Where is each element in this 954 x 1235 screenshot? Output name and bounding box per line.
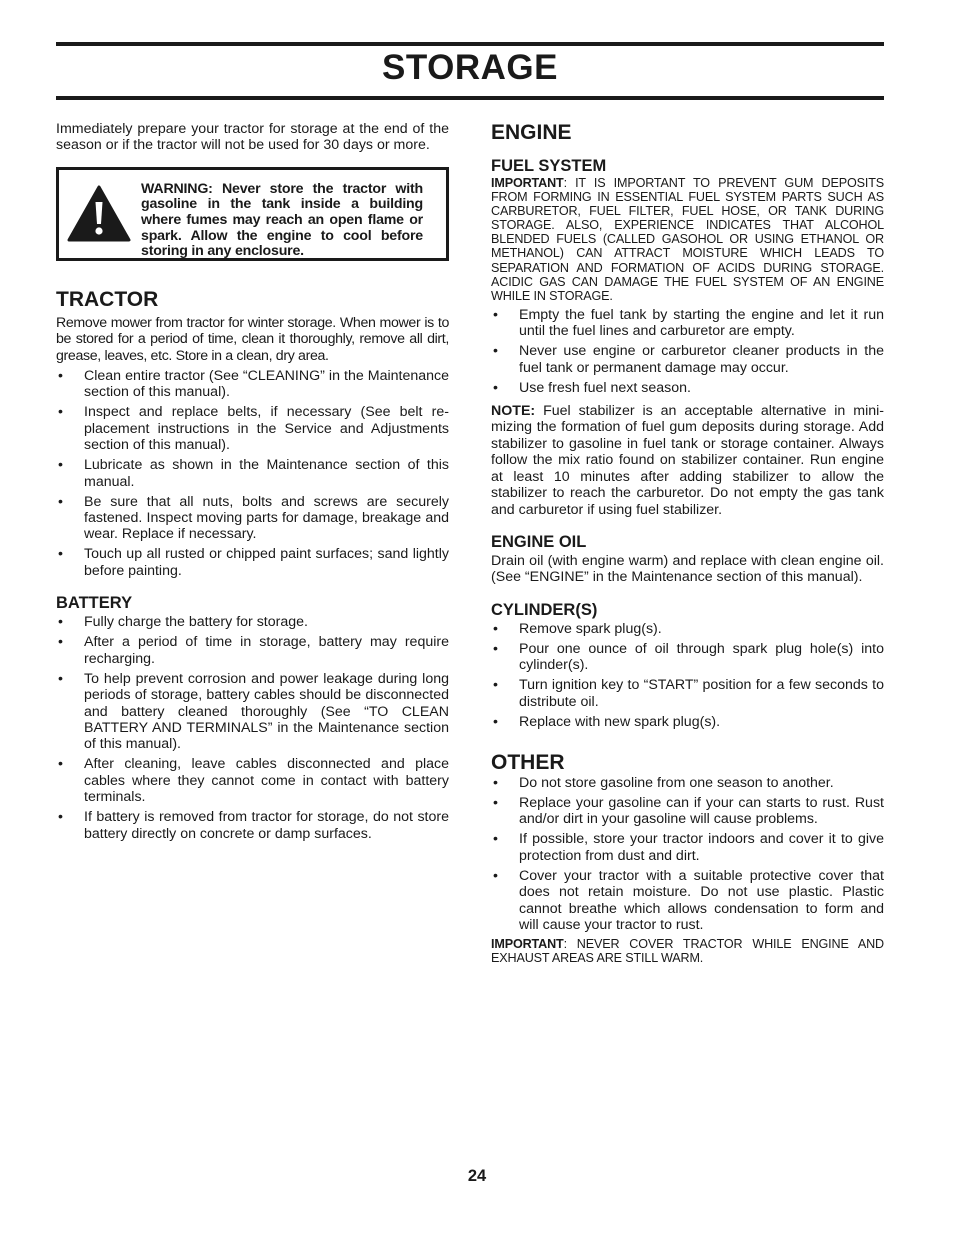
- list-item: • Turn ignition key to “START” position for a few seconds to distribute oil.: [493, 677, 884, 710]
- other-heading: OTHER: [491, 750, 565, 774]
- bullet: •: [493, 867, 498, 884]
- fuel-system-important: IMPORTANT: IT IS IMPORTANT TO PREVENT GUM DEPOSITS FROM FORMING IN ESSENTIAL FUEL SYSTEM PARTS SUCH AS CARBURETOR, FUEL FILTER, FUEL HOSE, OR TANK DURING STORAGE. ALSO, EXPERIENCE INDICATES THAT ALCOHOL BLENDED FUELS (CALLED GASOHOL OR USING ETHANOL OR METHANOL) CAN ATTRACT MOISTURE WHICH LEADS TO SEPARATION AND FORMATION OF ACIDS DURING STORAGE. ACIDIC GAS CAN DAMAGE THE FUEL SYSTEM OF AN ENGINE WHILE IN STORAGE.: [491, 176, 884, 303]
- bullet: •: [493, 677, 498, 694]
- bullet: •: [493, 713, 498, 730]
- tractor-list: [56, 368, 449, 579]
- list-item: • After a period of time in storage, battery may require recharging.: [58, 634, 449, 667]
- battery-heading: BATTERY: [56, 594, 133, 613]
- bullet: •: [58, 634, 63, 651]
- list-item: • Replace your gasoline can if your can starts to rust. Rust and/or dirt in your gasoline will cause problems.: [493, 794, 884, 828]
- cylinders-list: [491, 621, 884, 730]
- bullet: •: [493, 831, 498, 848]
- bullet: •: [58, 404, 63, 421]
- list-item: • Never use engine or carburetor cleaner products in the fuel tank or permanent damage may occur.: [493, 343, 884, 376]
- bullet: •: [493, 640, 498, 657]
- bullet: •: [493, 774, 498, 791]
- cylinders-heading: CYLINDER(S): [491, 600, 598, 619]
- list-item: • Replace with new spark plug(s).: [493, 713, 721, 730]
- list-item: • If battery is removed from tractor for storage, do not store battery directly on concrete or damp surfaces.: [58, 809, 449, 842]
- list-item: • Inspect and replace belts, if necessary (See belt replacement instructions in the Service and Adjustments section of this manual).: [58, 404, 449, 454]
- list-item: • After cleaning, leave cables disconnected and place cables where they cannot come in contact with battery terminals.: [58, 756, 449, 806]
- list-item: • To help prevent corrosion and power leakage during long periods of storage, battery cables should be disconnected and battery cleaned thoroughly (See “TO CLEAN BATTERY AND TERMINALS” in the Maintenance section of this manual).: [58, 670, 449, 753]
- intro-paragraph: Immediately prepare your tractor for storage at the end of the season or if the tractor will not be used for 30 days or more.: [56, 121, 449, 154]
- battery-list: [56, 614, 449, 842]
- list-item: • Do not store gasoline from one season to another.: [493, 774, 834, 791]
- bullet: •: [58, 546, 63, 563]
- bullet: •: [493, 620, 498, 637]
- bullet: •: [58, 809, 63, 826]
- list-item: • Clean entire tractor (See “CLEANING” in the Maintenance section of this manual).: [58, 368, 449, 401]
- list-item: • Touch up all rusted or chipped paint surfaces; sand lightly before painting.: [58, 546, 449, 579]
- list-item: • Empty the fuel tank by starting the engine and let it run until the fuel lines and carburetor are empty.: [493, 306, 884, 340]
- engine-oil-text: Drain oil (with engine warm) and replace with clean engine oil. (See “ENGINE” in the Maintenance section of this manual).: [491, 552, 884, 586]
- list-item: • Fully charge the battery for storage.: [58, 614, 308, 631]
- list-item: • Cover your tractor with a suitable protective cover that does not retain moisture. Do not use plastic. Plastic cannot breathe which allows condensation to form and will cause your tractor to rust.: [493, 867, 884, 933]
- bullet: •: [58, 756, 63, 773]
- bullet: •: [493, 794, 498, 811]
- bullet: •: [58, 493, 63, 510]
- list-item: • Pour one ounce of oil through spark plug hole(s) into cylinder(s).: [493, 640, 884, 674]
- warning-icon: [67, 185, 131, 243]
- list-item: • Remove spark plug(s).: [493, 620, 662, 637]
- bullet: •: [58, 457, 63, 474]
- fuel-system-list: [491, 307, 884, 396]
- bullet: •: [58, 614, 63, 631]
- bullet: •: [493, 379, 498, 396]
- top-rule: [56, 42, 884, 46]
- other-list: [491, 775, 884, 933]
- engine-oil-heading: ENGINE OIL: [491, 532, 587, 551]
- tractor-intro: Remove mower from tractor for winter storage. When mower is to be stored for a period of time, clean it thoroughly, remove all dirt, grease, leaves, etc. Store in a clean, dry area.: [56, 314, 449, 364]
- other-important: IMPORTANT: NEVER COVER TRACTOR WHILE ENGINE AND EXHAUST AREAS ARE STILL WARM.: [491, 936, 884, 966]
- warning-text: WARNING: Never store the tractor with gasoline in the tank inside a building where fumes may reach an open flame or spark. Allow the engine to cool before storing in any enclosure.: [141, 180, 423, 260]
- list-item: • Use fresh fuel next season.: [493, 379, 691, 396]
- right-column: [491, 121, 884, 965]
- fuel-stabilizer-note: NOTE: Fuel stabilizer is an acceptable alternative in minimizing the formation of fuel gum deposits during storage. Add stabilizer to gasoline in fuel tank or storage container. Always follow the mix ratio found on stabilizer container. Run engine at least 10 minutes after adding stabilizer to allow the stabilizer to reach the carburetor. Do not empty the gas tank and carburetor if using fuel stabilizer.: [491, 403, 884, 518]
- list-item: • Lubricate as shown in the Maintenance section of this manual.: [58, 457, 449, 490]
- bottom-rule: [56, 96, 884, 100]
- left-column: [56, 121, 449, 846]
- engine-heading: ENGINE: [491, 121, 572, 144]
- list-item: • Be sure that all nuts, bolts and screws are securely fastened. Inspect moving parts for damage, breakage and wear. Replace if necessary.: [58, 493, 449, 543]
- bullet: •: [58, 670, 63, 687]
- bullet: •: [58, 368, 63, 385]
- page-number: 24: [467, 1167, 487, 1185]
- bullet: •: [493, 306, 498, 323]
- bullet: •: [493, 343, 498, 360]
- warning-box: [56, 167, 449, 261]
- page-title: STORAGE: [382, 48, 558, 87]
- list-item: • If possible, store your tractor indoors and cover it to give protection from dust and dirt.: [493, 831, 884, 864]
- fuel-system-heading: FUEL SYSTEM: [491, 157, 607, 175]
- tractor-heading: TRACTOR: [56, 287, 159, 311]
